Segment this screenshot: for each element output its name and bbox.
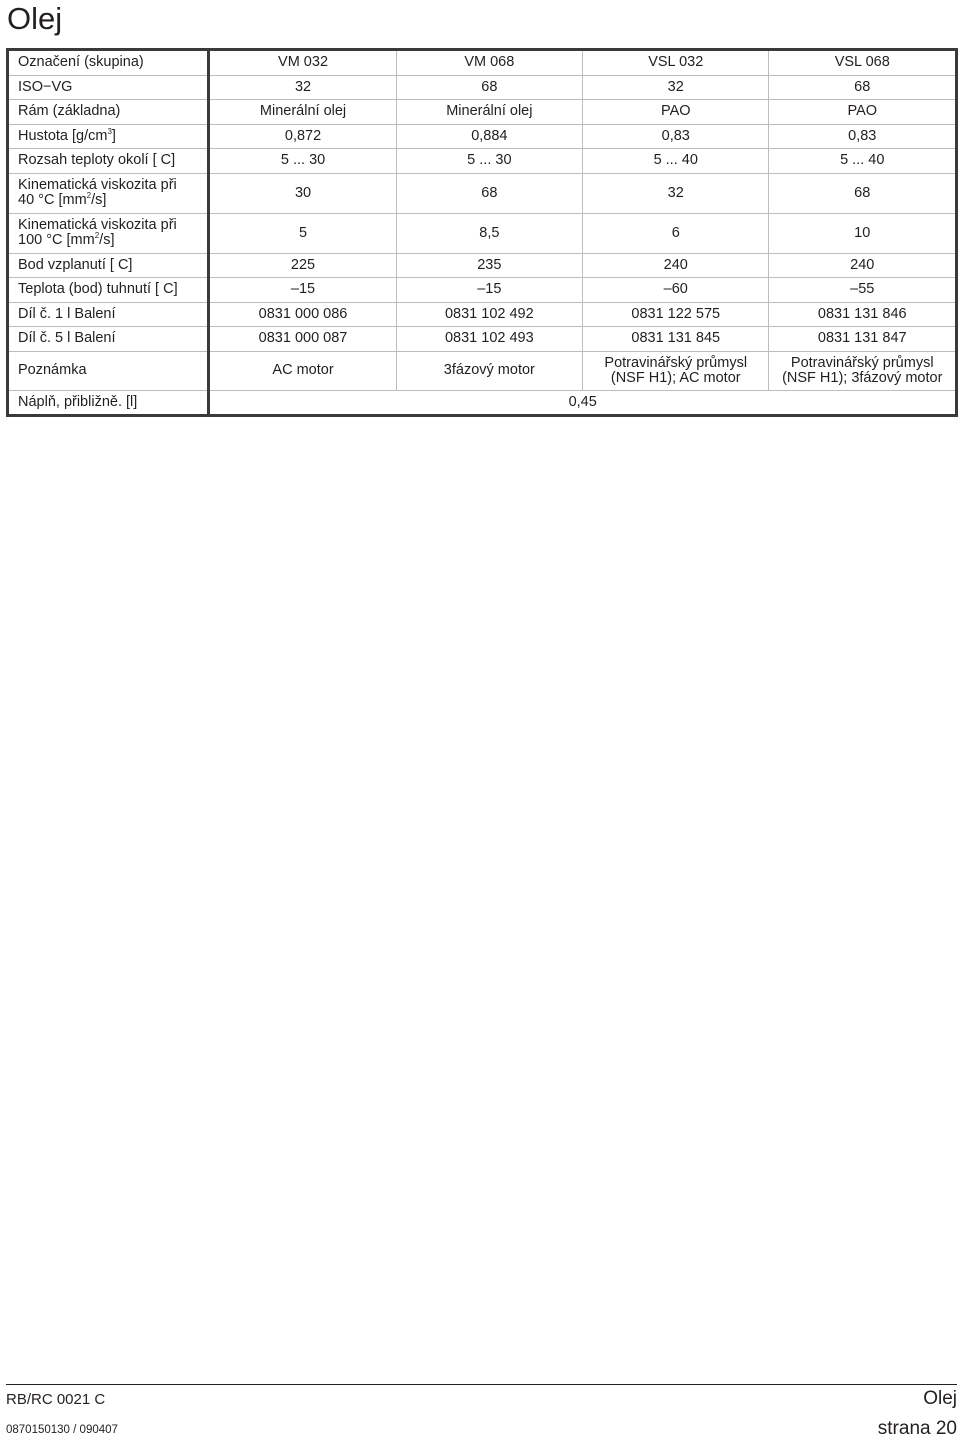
table-cell: 32 — [583, 173, 769, 213]
row-label-text: Kinematická viskozita při — [18, 217, 177, 233]
row-label — [8, 213, 209, 253]
row-label: Bod vzplanutí [ C] — [8, 253, 209, 278]
table-cell: Minerální olej — [209, 100, 396, 125]
footer-divider — [6, 1384, 957, 1385]
table-cell: 225 — [209, 253, 396, 278]
table-cell: 0,884 — [396, 124, 582, 149]
footer-product-code: RB/RC 0021 C — [6, 1391, 106, 1408]
table-cell: 32 — [583, 75, 769, 100]
table-cell: 68 — [396, 173, 582, 213]
footer-section: Olej — [923, 1388, 957, 1409]
table-cell: –60 — [583, 278, 769, 303]
table-row — [8, 278, 957, 303]
table-cell: 0831 102 493 — [396, 327, 582, 352]
table-cell: PAO — [769, 100, 957, 125]
table-row — [8, 100, 957, 125]
table-cell: 0831 131 847 — [769, 327, 957, 352]
column-header: VSL 068 — [769, 50, 957, 76]
superscript: 3 — [107, 126, 112, 136]
table-cell: 0831 000 086 — [209, 302, 396, 327]
superscript: 2 — [86, 191, 92, 200]
column-header: VM 068 — [396, 50, 582, 76]
table-cell: 5 ... 40 — [769, 149, 957, 174]
row-label — [8, 124, 209, 149]
row-label: Poznámka — [8, 351, 209, 390]
row-label — [8, 173, 209, 213]
table-cell: 3fázový motor — [396, 351, 582, 390]
table-row — [8, 390, 957, 416]
row-label-text: Kinematická viskozita při — [18, 177, 177, 193]
column-header: VM 032 — [209, 50, 396, 76]
table-row — [8, 351, 957, 390]
row-label: Náplň, přibližně. [l] — [8, 390, 209, 416]
row-label-text: 100 °C [mm — [18, 232, 95, 248]
table-row — [8, 124, 957, 149]
superscript: 2 — [94, 231, 100, 240]
table-cell: 5 ... 30 — [209, 149, 396, 174]
table-row — [8, 213, 957, 253]
table-cell: 32 — [209, 75, 396, 100]
oil-spec-table — [6, 48, 958, 417]
table-row — [8, 173, 957, 213]
table-cell — [583, 351, 769, 390]
table-cell: 68 — [396, 75, 582, 100]
header-label: Označení (skupina) — [8, 50, 209, 76]
table-cell: 5 ... 30 — [396, 149, 582, 174]
row-label-text: /s] — [91, 192, 107, 208]
table-row — [8, 327, 957, 352]
table-cell: 0831 131 846 — [769, 302, 957, 327]
page-title: Olej — [7, 1, 63, 36]
table-cell: 240 — [769, 253, 957, 278]
table-cell: 0,83 — [583, 124, 769, 149]
footer-doc-number: 0870150130 / 090407 — [6, 1424, 118, 1436]
footer-page-number: strana 20 — [877, 1418, 957, 1439]
cell-line: Potravinářský průmysl — [604, 354, 748, 371]
table-cell: –15 — [396, 278, 582, 303]
table-cell: AC motor — [209, 351, 396, 390]
row-label-text: Hustota [g/cm — [18, 127, 108, 144]
row-label: Teplota (bod) tuhnutí [ C] — [8, 278, 209, 303]
row-label: Díl č. 1 l Balení — [8, 302, 209, 327]
row-label: Díl č. 5 l Balení — [8, 327, 209, 352]
table-cell: 0831 122 575 — [583, 302, 769, 327]
table-cell: 240 — [583, 253, 769, 278]
cell-line: (NSF H1); AC motor — [610, 369, 741, 386]
row-label-text: ] — [111, 127, 116, 144]
table-cell: 68 — [769, 173, 957, 213]
table-cell: PAO — [583, 100, 769, 125]
table-cell: –15 — [209, 278, 396, 303]
row-label: ISO−VG — [8, 75, 209, 100]
table-row — [8, 302, 957, 327]
table-cell: 5 — [209, 213, 396, 253]
table-cell: 235 — [396, 253, 582, 278]
row-label: Rám (základna) — [8, 100, 209, 125]
table-cell: 10 — [769, 213, 957, 253]
cell-line: Potravinářský průmysl — [790, 354, 934, 371]
row-label: Rozsah teploty okolí [ C] — [8, 149, 209, 174]
table-cell: 0,872 — [209, 124, 396, 149]
table-cell: 0831 000 087 — [209, 327, 396, 352]
table-cell: 0831 102 492 — [396, 302, 582, 327]
table-cell: –55 — [769, 278, 957, 303]
table-cell: 0831 131 845 — [583, 327, 769, 352]
table-cell: 30 — [209, 173, 396, 213]
table-cell: 68 — [769, 75, 957, 100]
row-label-text: /s] — [99, 232, 115, 248]
table-header-row — [8, 50, 957, 76]
row-label-text: 40 °C [mm — [18, 192, 87, 208]
cell-line: (NSF H1); 3fázový motor — [782, 369, 943, 386]
table-cell: Minerální olej — [396, 100, 582, 125]
table-cell — [769, 351, 957, 390]
table-cell-span: 0,45 — [209, 390, 957, 416]
table-row — [8, 149, 957, 174]
table-row — [8, 75, 957, 100]
table-cell: 6 — [583, 213, 769, 253]
table-cell: 5 ... 40 — [583, 149, 769, 174]
table-cell: 0,83 — [769, 124, 957, 149]
column-header: VSL 032 — [583, 50, 769, 76]
table-row — [8, 253, 957, 278]
table-cell: 8,5 — [396, 213, 582, 253]
